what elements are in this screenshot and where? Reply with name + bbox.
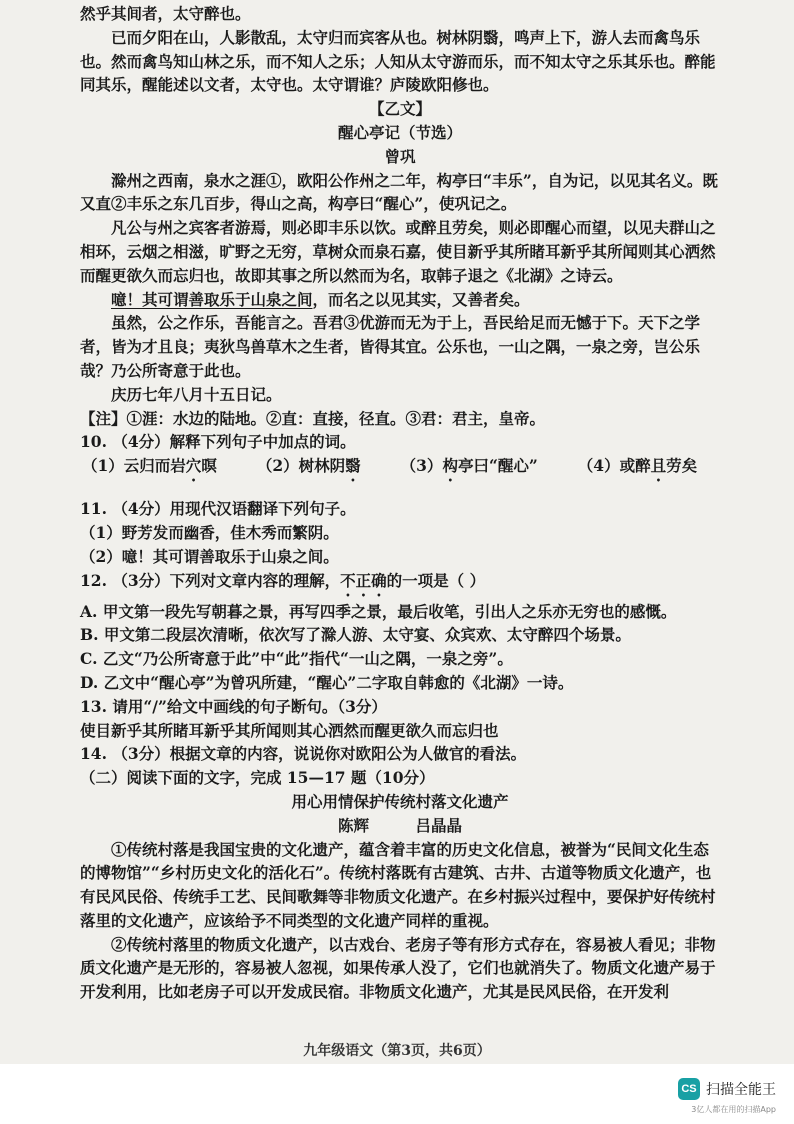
article-title: 用心用情保护传统村落文化遗产 [291, 791, 509, 811]
yi-heading: 【乙文】 [368, 99, 431, 119]
q12-option-b: B. 甲文第二段层次清晰，依次写了滁人游、太守宴、众宾欢、太守醉四个场景。 [80, 625, 631, 645]
article-paragraph-1: ①传统村落是我国宝贵的文化遗产，蕴含着丰富的历史文化信息，被誉为“民间文化生态的博物馆”“乡村历史文化的活化石”。传统村落既有古建筑、古井、古道等物质文化遗产，也有民风民俗、传统手工艺、民间歌舞等非物质文化遗产。在乡村振兴过程中，要保护好传统村落里的文化遗产，应该给予不同类型的文化遗产同样的重视。 [80, 839, 716, 930]
yi-paragraph-2: 凡公与州之宾客者游焉，则必即丰乐以饮。或醉且劳矣，则必即醒心而望，以见夫群山之相环，云烟之相滋，旷野之无穷，草树众而泉石嘉，使目新乎其所睹耳新乎其所闻则其心洒然而醒更欲久而忘归也，故即其事之所以然而为名，取韩子退之《北湖》之诗云。 [80, 218, 716, 285]
scanner-watermark-bar [0, 1064, 794, 1124]
jia-paragraph: 已而夕阳在山，人影散乱，太守归而宾客从也。树林阴翳，鸣声上下，游人去而禽鸟乐也。然而禽鸟知山林之乐，而不知人之乐；人知从太守游而乐，而不知太守之乐其乐也。醉能同其乐，醒能述以文者，太守也。太守谓谁？庐陵欧阳修也。 [80, 27, 716, 95]
page-footer: 九年级语文（第3页，共6页） [303, 1043, 491, 1059]
q10-item-3: （3）构亭曰“醒心” [400, 456, 538, 476]
article-authors: 陈辉 吕晶晶 [337, 815, 462, 835]
yi-note: 【注】①涯：水边的陆地。②直：直接，径直。③君：君主，皇帝。 [80, 408, 546, 428]
q11-sentence-2: （2）噫！其可谓善取乐于山泉之间。 [80, 546, 339, 566]
underlined-sentence: 噫！其可谓善取乐于山泉之间 [111, 289, 313, 309]
q10-item-4: （4）或醉且劳矣 [577, 456, 698, 476]
yi-paragraph-3 [80, 288, 720, 312]
q12-stem: 12. （3分）下列对文章内容的理解，不正确的一项是（ ） [80, 570, 486, 590]
q11-sentence-1: （1）野芳发而幽香，佳木秀而繁阴。 [80, 522, 339, 542]
q10-item-2: （2）树林阴翳 [256, 456, 361, 476]
scanner-tagline: 3亿人都在用的扫描App [691, 1105, 776, 1114]
q14-stem: 14. （3分）根据文章的内容，说说你对欧阳公为人做官的看法。 [80, 744, 527, 764]
scanner-brand [678, 1078, 776, 1100]
q10-items [80, 454, 720, 485]
yi-paragraph-1: 滁州之西南，泉水之涯①，欧阳公作州之二年，构亭曰“丰乐”，自为记，以见其名义。既又直②丰乐之东几百步，得山之高，构亭曰“醒心”，使巩记之。 [80, 170, 718, 214]
yi-p3-rest: ，而名之以见其实，又善者矣。 [312, 289, 530, 309]
q10-item-1: （1）云归而岩穴暝 [82, 456, 217, 476]
q13-sentence: 使目新乎其所睹耳新乎其所闻则其心洒然而醒更欲久而忘归也 [80, 720, 499, 740]
q12-option-a: A. 甲文第一段先写朝暮之景，再写四季之景，最后收笔，引出人之乐亦无穷也的感慨。 [80, 601, 677, 621]
yi-paragraph-4: 虽然，公之作乐，吾能言之。吾君③优游而无为于上，吾民给足而无憾于下。天下之学者，皆为才且良；夷狄鸟兽草木之生者，皆得其宜。公乐也，一山之隅，一泉之旁，岂公乐哉？乃公所寄意于此也。 [80, 313, 701, 380]
jia-tail: 然乎其间者，太守醉也。 [80, 4, 251, 23]
page-content [80, 2, 720, 1004]
article-paragraph-2: ②传统村落里的物质文化遗产，以古戏台、老房子等有形方式存在，容易被人看见；非物质文化遗产是无形的，容易被人忽视，如果传承人没了，它们也就消失了。物质文化遗产易于开发利用，比如老房子可以开发成民宿。非物质文化遗产，尤其是民风民俗，在开发利 [80, 934, 716, 1002]
q10-stem: 10. （4分）解释下列句子中加点的词。 [80, 432, 356, 452]
scanner-name: 扫描全能王 [706, 1082, 776, 1098]
q12-option-d: D. 乙文中“醒心亭”为曾巩所建，“醒心”二字取自韩愈的《北湖》一诗。 [80, 672, 574, 692]
q13-stem: 13. 请用“/”给文中画线的句子断句。（3分） [80, 696, 387, 716]
q12-option-c: C. 乙文“乃公所寄意于此”中“此”指代“一山之隅，一泉之旁”。 [80, 649, 513, 669]
q11-stem: 11. （4分）用现代汉语翻译下列句子。 [80, 499, 356, 519]
yi-paragraph-5: 庆历七年八月十五日记。 [111, 384, 282, 404]
scanner-logo-icon: CS [678, 1078, 700, 1100]
yi-author: 曾巩 [384, 146, 416, 166]
yi-title: 醒心亭记（节选） [337, 122, 462, 142]
section-2-stem: （二）阅读下面的文字，完成 15—17 题（10分） [80, 768, 435, 788]
